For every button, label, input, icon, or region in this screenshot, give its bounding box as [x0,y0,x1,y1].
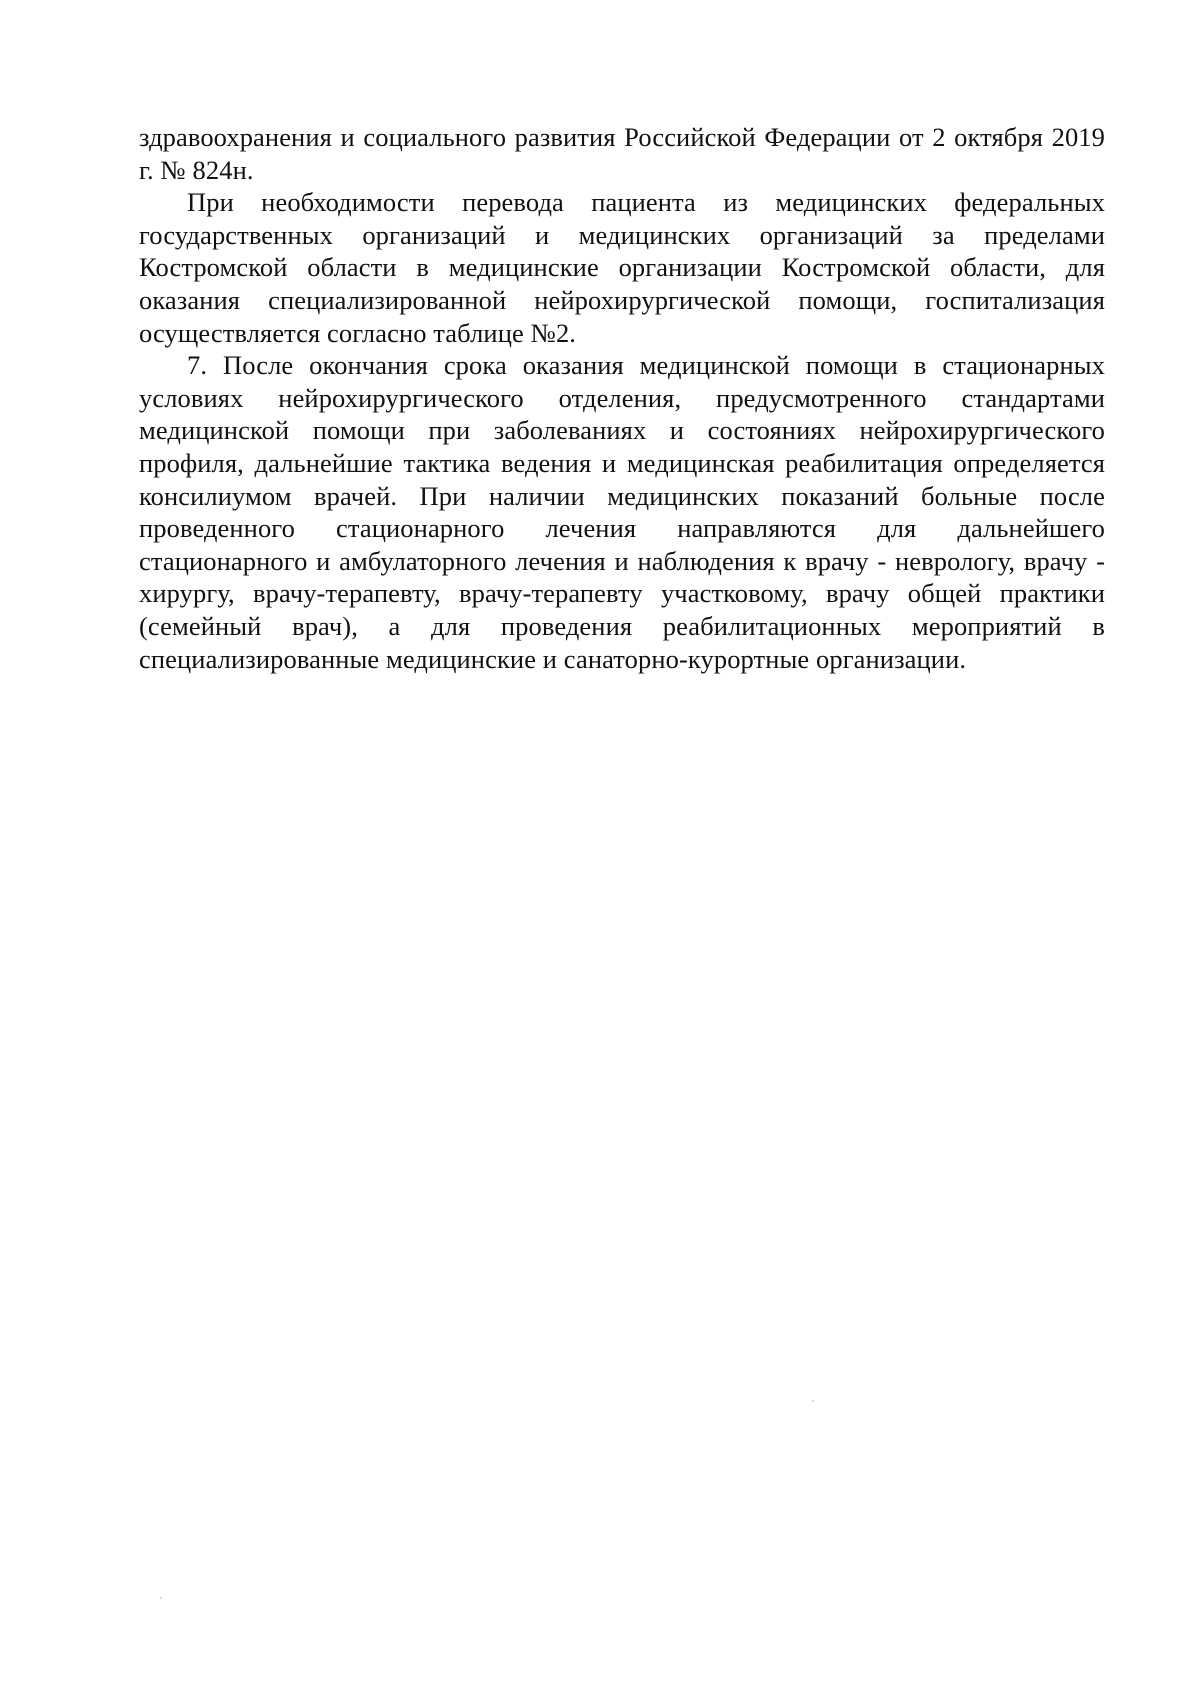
scan-speck [812,1400,814,1402]
document-body [139,121,1105,675]
paragraph-continuation: здравоохранения и социального развития Российской Федерации от 2 октября 2019 г. № 824н. [139,122,1105,185]
paragraph-item-7: 7. После окончания срока оказания медицинской помощи в стационарных условиях нейрохирургического отделения, предусмотренного стандартами медицинской помощи при заболеваниях и состояниях нейрохирургического профиля, дальнейшие тактика ведения и медицинская реабилитация определяется консилиумом врачей. При наличии медицинских показаний больные после проведенного стационарного лечения направляются для дальнейшего стационарного и амбулаторного лечения и наблюдения к врачу - неврологу, врачу - хирургу, врачу-терапевту, врачу-терапевту участковому, врачу общей практики (семейный врач), а для проведения реабилитационных мероприятий в специализированные медицинские и санаторно-курортные организации. [139,350,1105,674]
paragraph-transfer: При необходимости перевода пациента из медицинских федеральных государственных организаций и медицинских организаций за пределами Костромской области в медицинские организации Костромской области, для оказания специализированной нейрохирургической помощи, госпитализация осуществляется согласно таблице №2. [139,187,1105,348]
scan-speck [160,1597,162,1599]
